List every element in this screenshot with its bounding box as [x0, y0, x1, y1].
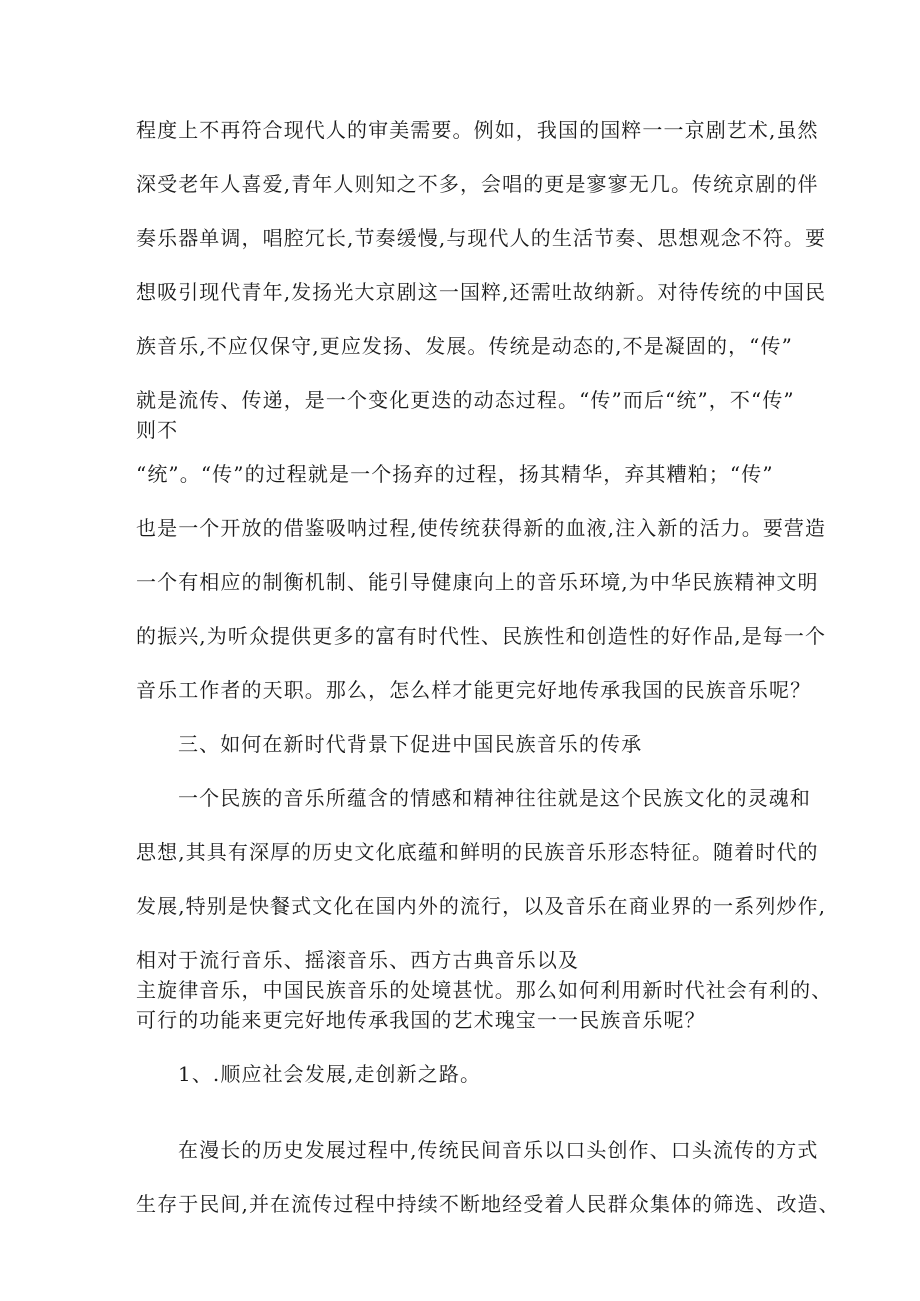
paragraph-line: 可行的功能来更完好地传承我国的艺术瑰宝一一民族音乐呢？: [136, 1008, 706, 1032]
paragraph-line: 在漫长的历史发展过程中,传统民间音乐以口头创作、口头流传的方式: [178, 1138, 819, 1162]
paragraph-line: 思想,其具有深厚的历史文化底蕴和鲜明的民族音乐形态特征。随着时代的: [136, 840, 819, 864]
paragraph-line: 族音乐,不应仅保守,更应发扬、发展。传统是动态的,不是凝固的，“传”: [136, 334, 793, 358]
paragraph-line: 则不: [136, 418, 179, 442]
paragraph-line: 深受老年人喜爱,青年人则知之不多，会唱的更是寥寥无几。传统京剧的伴: [136, 172, 819, 196]
paragraph-line: 发展,特别是快餐式文化在国内外的流行，以及音乐在商业界的一系列炒作,: [136, 894, 827, 918]
paragraph-line: 奏乐器单调，唱腔冗长,节奏缓慢,与现代人的生活节奏、思想观念不符。要: [136, 226, 827, 250]
paragraph-line: 程度上不再符合现代人的审美需要。例如，我国的国粹一一京剧艺术,虽然: [136, 118, 819, 142]
subsection-heading: 1、.顺应社会发展,走创新之路。: [178, 1062, 482, 1086]
paragraph-line: 的振兴,为听众提供更多的富有时代性、民族性和创造性的好作品,是每一个: [136, 624, 827, 648]
paragraph-line: 一个有相应的制衡机制、能引导健康向上的音乐环境,为中华民族精神文明: [136, 570, 819, 594]
paragraph-line: 想吸引现代青年,发扬光大京剧这一国粹,还需吐故纳新。对待传统的中国民: [136, 280, 827, 304]
paragraph-line: 就是流传、传递，是一个变化更迭的动态过程。“传”而后“统”，不“传”: [136, 388, 795, 412]
paragraph-line: 主旋律音乐，中国民族音乐的处境甚忧。那么如何利用新时代社会有利的、: [136, 978, 833, 1002]
paragraph-line: 一个民族的音乐所蕴含的情感和精神往往就是这个民族文化的灵魂和: [178, 786, 811, 810]
section-heading: 三、如何在新时代背景下促进中国民族音乐的传承: [178, 732, 643, 756]
paragraph-line: 相对于流行音乐、摇滚音乐、西方古典音乐以及: [136, 948, 580, 972]
paragraph-line: 生存于民间,并在流传过程中持续不断地经受着人民群众集体的筛选、改造、: [136, 1192, 840, 1216]
paragraph-line: 也是一个开放的借鉴吸呐过程,使传统获得新的血液,注入新的活力。要营造: [136, 516, 827, 540]
paragraph-line: “统”。“传”的过程就是一个扬弃的过程，扬其精华，弃其糟粕；“传”: [136, 462, 774, 486]
paragraph-line: 音乐工作者的天职。那么，怎么样才能更完好地传承我国的民族音乐呢？: [136, 678, 812, 702]
